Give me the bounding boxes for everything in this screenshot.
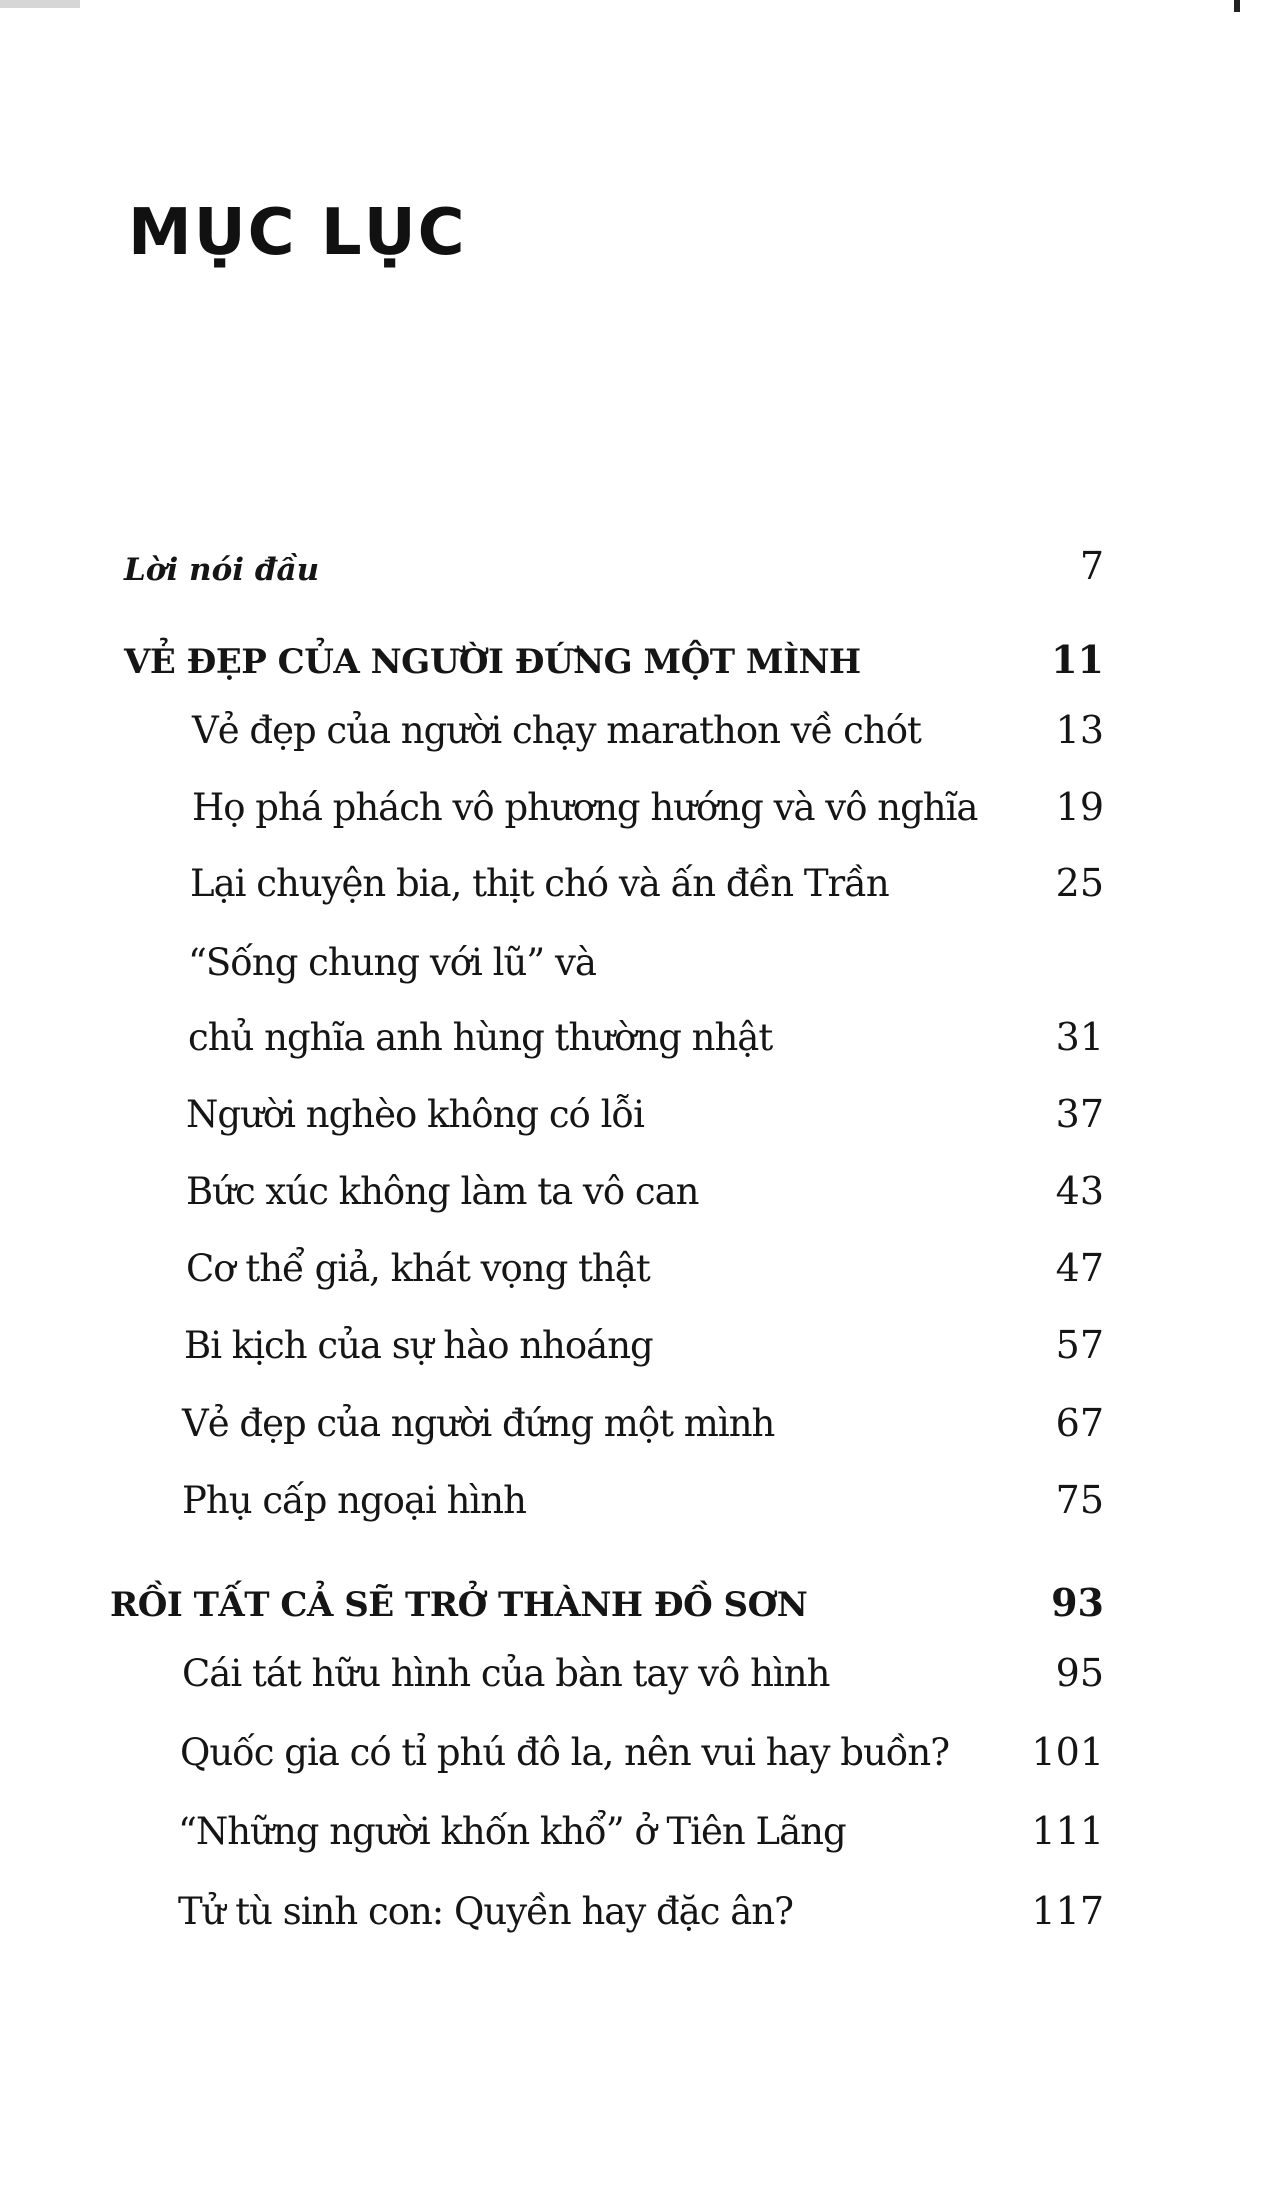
toc-section-title: RỒI TẤT CẢ SẼ TRỞ THÀNH ĐỒ SƠN [110, 1585, 808, 1625]
toc-entry-title: Lại chuyện bia, thịt chó và ấn đền Trần [190, 862, 889, 905]
toc-entry[interactable] [0, 1238, 1264, 1298]
toc-entry-page: 57 [1055, 1323, 1104, 1367]
toc-entry-title: Lời nói đầu [124, 552, 320, 588]
toc-section-2[interactable] [0, 1573, 1264, 1633]
toc-entry-page: 47 [1055, 1246, 1104, 1290]
toc-section-page: 93 [1051, 1580, 1104, 1625]
toc-entry[interactable] [0, 777, 1264, 837]
toc-entry-page: 25 [1055, 861, 1104, 905]
toc-entry[interactable] [0, 700, 1264, 760]
toc-entry-multiline-line1[interactable] [0, 932, 1264, 992]
toc-entry[interactable] [0, 1161, 1264, 1221]
toc-entry-title-line1: “Sống chung với lũ” và [188, 941, 596, 984]
toc-entry[interactable] [0, 1722, 1264, 1782]
toc-entry-page: 67 [1055, 1401, 1104, 1445]
toc-entry[interactable] [0, 1393, 1264, 1453]
toc-entry-page: 111 [1031, 1809, 1104, 1853]
toc-entry-title: “Những người khốn khổ” ở Tiên Lãng [178, 1810, 846, 1853]
toc-entry[interactable] [0, 1801, 1264, 1861]
toc-entry-page: 75 [1055, 1478, 1104, 1522]
toc-entry-page: 101 [1031, 1730, 1104, 1774]
toc-entry[interactable] [0, 853, 1264, 913]
toc-entry[interactable] [0, 1470, 1264, 1530]
toc-entry-page: 117 [1031, 1889, 1104, 1933]
toc-entry-title: Quốc gia có tỉ phú đô la, nên vui hay buồn? [180, 1731, 950, 1774]
toc-section-page: 11 [1051, 637, 1104, 682]
toc-section-title: VẺ ĐẸP CỦA NGƯỜI ĐỨNG MỘT MÌNH [124, 642, 861, 682]
toc-entry-title: Phụ cấp ngoại hình [182, 1479, 526, 1522]
toc-entry[interactable] [0, 1084, 1264, 1144]
toc-entry-title: Bức xúc không làm ta vô can [186, 1170, 699, 1213]
toc-entry-title: Vẻ đẹp của người chạy marathon về chót [192, 709, 921, 752]
toc-entry-page: 19 [1055, 785, 1104, 829]
toc-entry-title: Cái tát hữu hình của bàn tay vô hình [182, 1652, 830, 1695]
toc-entry-page: 7 [1079, 544, 1104, 588]
toc-entry-title: Vẻ đẹp của người đứng một mình [182, 1402, 775, 1445]
toc-entry-page: 13 [1055, 708, 1104, 752]
toc-entry-page: 95 [1055, 1651, 1104, 1695]
toc-entry-page: 31 [1055, 1015, 1104, 1059]
toc-entry-title: Họ phá phách vô phương hướng và vô nghĩa [192, 786, 978, 829]
toc-entry-title: Người nghèo không có lỗi [186, 1093, 644, 1136]
toc-entry-page: 43 [1055, 1169, 1104, 1213]
toc-entry-title: Cơ thể giả, khát vọng thật [186, 1247, 650, 1290]
toc-entry[interactable] [0, 1881, 1264, 1941]
toc-entry[interactable] [0, 1643, 1264, 1703]
page-heading: MỤC LỤC [128, 196, 467, 270]
toc-entry-title: Bi kịch của sự hào nhoáng [184, 1324, 653, 1367]
toc-entry-title: Tử tù sinh con: Quyền hay đặc ân? [178, 1890, 793, 1933]
toc-entry-page: 37 [1055, 1092, 1104, 1136]
toc-section-1[interactable] [0, 630, 1264, 690]
toc-entry-title-line2: chủ nghĩa anh hùng thường nhật [188, 1016, 773, 1059]
toc-entry-intro[interactable] [0, 536, 1264, 596]
toc-entry[interactable] [0, 1315, 1264, 1375]
toc-entry-multiline-line2[interactable] [0, 1007, 1264, 1067]
